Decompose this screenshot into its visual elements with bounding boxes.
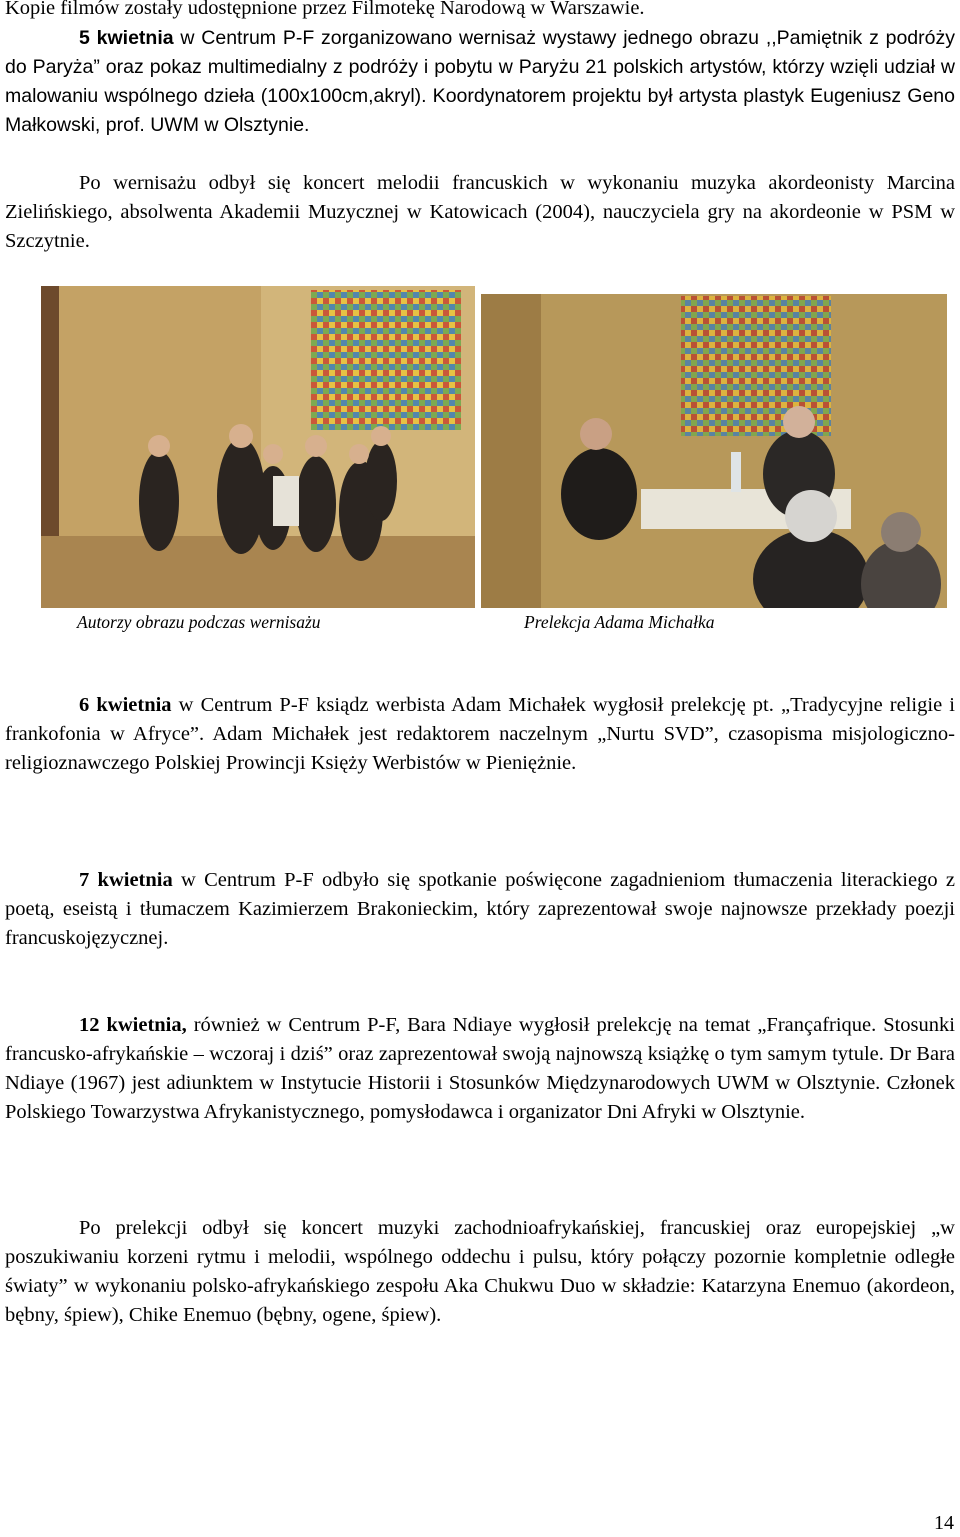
lecture-photo: [481, 294, 947, 608]
entry-12-paragraph: [5, 1011, 955, 1127]
entry-6-text: w Centrum P-F ksiądz werbista Adam Michałek wygłosił prelekcję pt. „Tradycyjne religie i frankofonia w Afryce”. Adam Michałek jest redaktorem naczelnym „Nurtu SVD”, czasopisma misjologiczno-religioznawczego Polskiej Prowincji Księży Werbistów w Pieniężnie.: [5, 694, 955, 774]
group-photo: [41, 286, 475, 608]
entry-12-date: 12 kwietnia,: [79, 1014, 187, 1036]
entry-6-paragraph: [5, 691, 955, 778]
photo-caption-2: Prelekcja Adama Michałka: [524, 612, 715, 632]
entry-5-text: w Centrum P-F zorganizowano wernisaż wystawy jednego obrazu ,,Pamiętnik z podróży do Paryża” oraz pokaz multimedialny z podróży i pobytu w Paryżu 21 polskich artystów, którzy wzięli udział w malowaniu wspólnego dzieła (100x100cm,akryl). Koordynatorem projektu był artysta plastyk Eugeniusz Geno Małkowski, prof. UWM w Olsztynie.: [5, 27, 955, 136]
concert-paragraph: Po wernisażu odbył się koncert melodii francuskich w wykonaniu muzyka akordeonisty Marcina Zielińskiego, absolwenta Akademii Muzycznej w Katowicach (2004), nauczyciela gry na akordeonie w PSM w Szczytnie.: [5, 172, 955, 252]
entry-7-date: 7 kwietnia: [79, 869, 173, 891]
entry-12-text: również w Centrum P-F, Bara Ndiaye wygłosił prelekcję na temat „Françafrique. Stosunki francusko-afrykańskie – wczoraj i dziś” oraz zaprezentował swoją najnowszą książkę o tym samym tytule. Dr Bara Ndiaye (1967) jest adiunktem w Instytucie Historii i Stosunków Międzynarodowych UWM w Olsztynie. Członek Polskiego Towarzystwa Afrykanistycznego, pomysłodawca i organizator Dni Afryki w Olsztynie.: [5, 1014, 955, 1123]
entry-5-paragraph: [5, 24, 955, 140]
closing-paragraph: Po prelekcji odbył się koncert muzyki zachodnioafrykańskiej, francuskiej oraz europejskiej „w poszukiwaniu korzeni rytmu i melodii, wspólnego oddechu i pulsu, który połączy pozornie kompletnie odległe światy” w wykonaniu polsko-afrykańskiego zespołu Aka Chukwu Duo w składzie: Katarzyna Enemuo (akordeon, bębny, śpiew), Chike Enemuo (bębny, ogene, śpiew).: [5, 1217, 955, 1326]
entry-5-date: 5 kwietnia: [79, 27, 174, 49]
photo-caption-1: Autorzy obrazu podczas wernisażu: [77, 612, 321, 632]
entry-7-text: w Centrum P-F odbyło się spotkanie poświęcone zagadnieniom tłumaczenia literackiego z poetą, eseistą i tłumaczem Kazimierzem Brakonieckim, który zaprezentował swoje najnowsze przekłady poezji francuskojęzycznej.: [5, 869, 955, 949]
entry-7-paragraph: [5, 866, 955, 953]
intro-line: Kopie filmów zostały udostępnione przez Filmotekę Narodową w Warszawie.: [5, 0, 645, 19]
page-number: 14: [934, 1512, 954, 1534]
entry-6-date: 6 kwietnia: [79, 694, 172, 716]
